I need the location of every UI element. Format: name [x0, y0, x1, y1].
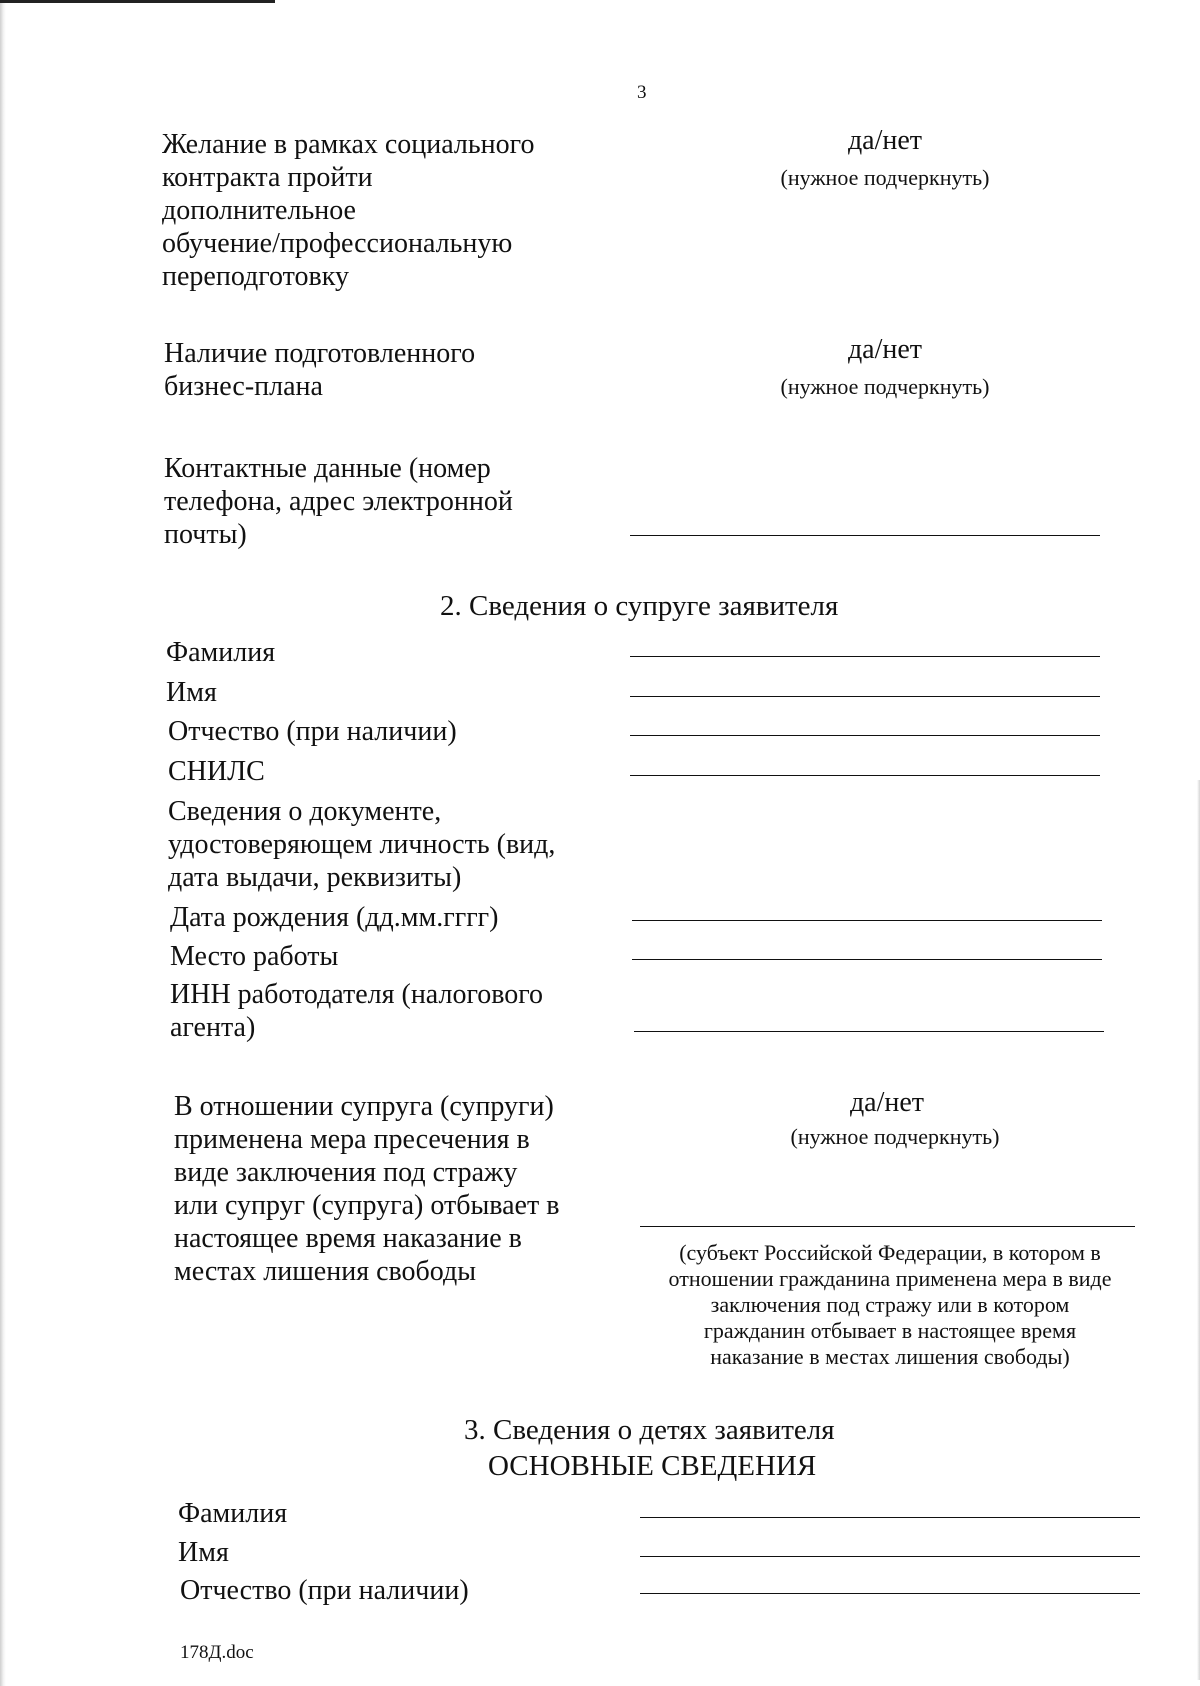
- scan-top-bar: [0, 0, 275, 3]
- training-label-line: контракта пройти: [162, 162, 373, 193]
- detention-label-line: В отношении супруга (супруги): [174, 1091, 554, 1122]
- spouse-workplace-input-line[interactable]: [632, 959, 1102, 960]
- training-label-line: переподготовку: [162, 261, 349, 292]
- detention-caption-line: отношении гражданина применена мера в виде: [668, 1266, 1112, 1291]
- detention-label-line: местах лишения свободы: [174, 1256, 477, 1287]
- training-label-line: дополнительное: [162, 195, 356, 226]
- child-patronymic-label: Отчество (при наличии): [180, 1575, 469, 1606]
- spouse-birth-date-input-line[interactable]: [632, 920, 1102, 921]
- detention-caption-line: наказание в местах лишения свободы): [710, 1344, 1070, 1369]
- child-surname-input-line[interactable]: [640, 1517, 1140, 1518]
- page-number: 3: [637, 82, 647, 103]
- detention-answer: да/нет: [849, 1087, 925, 1118]
- contacts-label-line: телефона, адрес электронной: [164, 486, 513, 517]
- spouse-id-document-label-line: удостоверяющем личность (вид,: [168, 829, 556, 860]
- spouse-patronymic-label: Отчество (при наличии): [168, 716, 457, 747]
- child-name-label: Имя: [178, 1537, 229, 1568]
- detention-label-line: применена мера пресечения в: [174, 1124, 530, 1155]
- business-plan-label-line: Наличие подготовленного: [164, 338, 476, 369]
- detention-caption-line: заключения под стражу или в котором: [710, 1292, 1070, 1317]
- scan-edge-left: [0, 0, 6, 1686]
- detention-hint: (нужное подчеркнуть): [790, 1124, 1000, 1149]
- contacts-input-line[interactable]: [630, 535, 1100, 536]
- spouse-surname-input-line[interactable]: [630, 656, 1100, 657]
- spouse-id-document-label-line: дата выдачи, реквизиты): [168, 862, 462, 893]
- spouse-section-title: 2. Сведения о супруге заявителя: [440, 590, 839, 622]
- child-surname-label: Фамилия: [178, 1498, 288, 1529]
- spouse-name-input-line[interactable]: [630, 696, 1100, 697]
- detention-region-input-line[interactable]: [640, 1226, 1135, 1227]
- detention-label-line: или супруг (супруга) отбывает в: [174, 1190, 560, 1221]
- spouse-surname-label: Фамилия: [166, 637, 276, 668]
- contacts-label-line: Контактные данные (номер: [164, 453, 491, 484]
- business-plan-answer: да/нет: [847, 334, 923, 365]
- children-section-subtitle: ОСНОВНЫЕ СВЕДЕНИЯ: [488, 1450, 817, 1482]
- training-answer: да/нет: [847, 125, 923, 156]
- training-label-line: обучение/профессиональную: [162, 228, 513, 259]
- detention-label-line: настоящее время наказание в: [174, 1223, 522, 1254]
- detention-caption-line: гражданин отбывает в настоящее время: [703, 1318, 1077, 1343]
- spouse-employer-inn-input-line[interactable]: [634, 1031, 1104, 1032]
- spouse-workplace-label: Место работы: [170, 941, 339, 972]
- child-patronymic-input-line[interactable]: [640, 1593, 1140, 1594]
- business-plan-label-line: бизнес-плана: [164, 371, 323, 402]
- training-label-line: Желание в рамках социального: [162, 129, 535, 160]
- training-hint: (нужное подчеркнуть): [780, 165, 990, 190]
- spouse-patronymic-input-line[interactable]: [630, 735, 1100, 736]
- spouse-id-document-label-line: Сведения о документе,: [168, 796, 442, 827]
- child-name-input-line[interactable]: [640, 1556, 1140, 1557]
- detention-caption-line: (субъект Российской Федерации, в котором в: [679, 1240, 1101, 1265]
- spouse-birth-date-label: Дата рождения (дд.мм.гггг): [170, 902, 499, 933]
- spouse-name-label: Имя: [166, 677, 217, 708]
- business-plan-hint: (нужное подчеркнуть): [780, 374, 990, 399]
- contacts-label-line: почты): [164, 519, 247, 550]
- detention-label-line: виде заключения под стражу: [174, 1157, 518, 1188]
- spouse-employer-inn-label-line: ИНН работодателя (налогового: [170, 979, 544, 1010]
- spouse-employer-inn-label-line: агента): [170, 1012, 256, 1043]
- footer-filename: 178Д.doc: [180, 1642, 254, 1663]
- spouse-snils-input-line[interactable]: [630, 775, 1100, 776]
- children-section-title: 3. Сведения о детях заявителя: [464, 1414, 835, 1446]
- spouse-snils-label: СНИЛС: [168, 756, 265, 787]
